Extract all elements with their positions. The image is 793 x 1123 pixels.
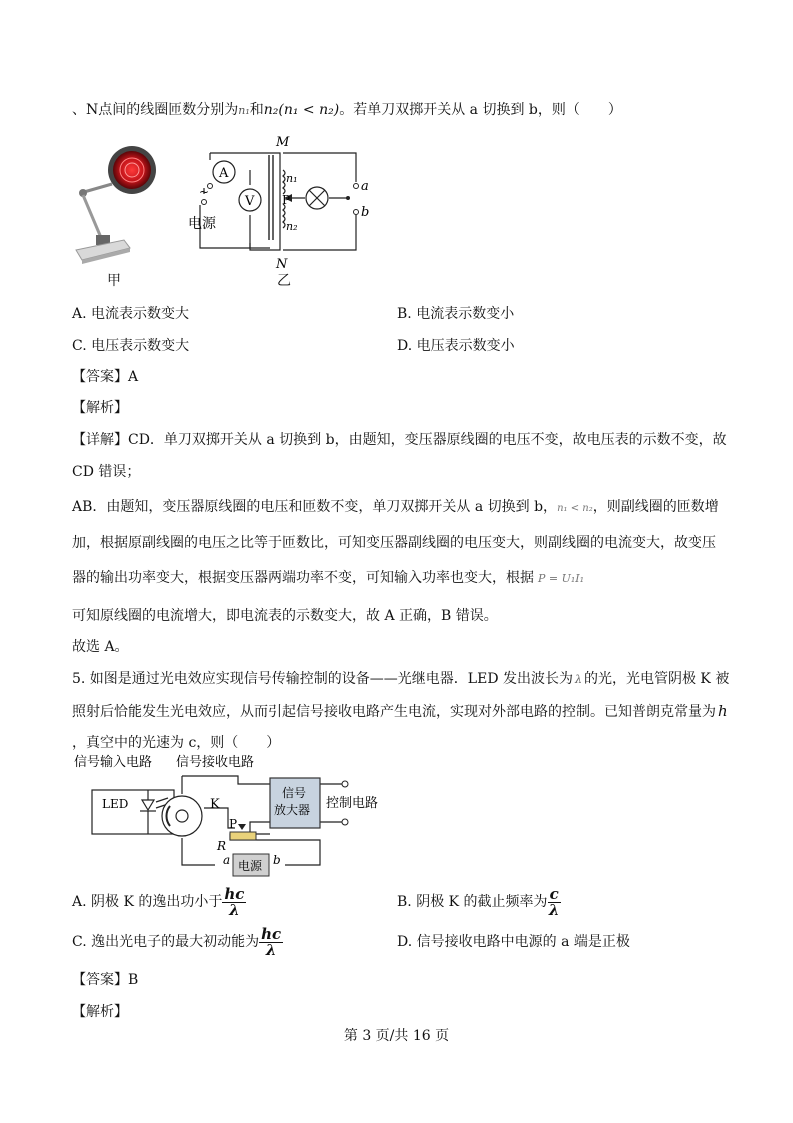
q5-lambda-symbol: λ — [575, 673, 582, 686]
q4-detail-line-1: 【详解】CD．单刀双掷开关从 a 切换到 b，由题知，变压器原线圈的电压不变，故电压表的示数不变，故 — [72, 432, 727, 448]
q4-detail-line-3 — [72, 497, 719, 519]
q5-answer: 【答案】B — [72, 972, 139, 988]
q4-inequality: n₁ < n₂ — [557, 503, 593, 514]
q4-detail-line-5 — [72, 568, 584, 589]
ammeter-label: A — [219, 166, 229, 181]
q5-option-a[interactable] — [72, 885, 246, 919]
q4-detail-line-4: 加，根据原副线圈的电压之比等于匝数比，可知变压器副线圈的电压变大，则副线圈的电流变大，故变压 — [72, 535, 716, 551]
q4-stem-part-b: 和 — [249, 102, 264, 118]
q5-option-c-text: C. 逸出光电子的最大初动能为 — [72, 934, 260, 950]
led-label: LED — [102, 797, 129, 811]
secondary-coil-upper — [283, 170, 285, 194]
receive-circuit-label: 信号接收电路 — [176, 755, 255, 770]
q4-stem — [72, 100, 622, 121]
q5-option-a-text: A. 阴极 K 的逸出功小于 — [72, 894, 223, 910]
point-N-label: N — [276, 257, 288, 272]
power-source-label-q5: 电源 — [238, 859, 263, 873]
cathode-K-label: K — [210, 797, 220, 812]
input-circuit-label: 信号输入电路 — [74, 755, 153, 770]
switch-b-label: b — [361, 205, 370, 220]
point-P-label: P — [282, 193, 291, 207]
q4-answer: 【答案】A — [72, 369, 139, 385]
source-b-label: b — [273, 853, 281, 867]
lamp-figure — [70, 140, 170, 290]
q4-detail-3b: ，则副线圈的匝数增 — [592, 499, 719, 515]
switch-terminal-a — [354, 184, 359, 189]
q4-stem-part-c: 。若单刀双掷开关从 a 切换到 b，则（ ） — [339, 102, 622, 118]
q4-stem-part-a: 、N点间的线圈匝数分别为 — [72, 102, 239, 118]
lamp-head — [108, 146, 156, 194]
q5-stem-line-3: ，真空中的光速为 c，则（ ） — [72, 735, 281, 751]
coil-n1-label: n₁ — [286, 172, 298, 185]
source-a-label: a — [223, 853, 231, 867]
q4-n2-expression: n₂(n₁ < n₂) — [263, 102, 340, 118]
q4-conclusion: 故选 A。 — [72, 639, 129, 655]
lamp-lower-arm — [83, 195, 102, 240]
switch-terminal-b — [354, 210, 359, 215]
circuit-caption: 乙 — [277, 273, 291, 289]
lamp-caption: 甲 — [107, 273, 121, 289]
secondary-coil-lower — [283, 204, 285, 228]
coil-n2-label: n₂ — [286, 220, 298, 233]
q5-line1a: 5. 如图是通过光电效应实现信号传输控制的设备——光继电器．LED 发出波长为 — [72, 671, 573, 687]
rheostat-R-label: R — [217, 839, 227, 853]
phototube — [162, 796, 202, 836]
q4-option-a[interactable]: A. 电流表示数变大 — [72, 306, 190, 322]
q5-option-b-fraction: $\frac{c}{\lambda}$ — [548, 884, 560, 919]
source-terminal-bottom — [202, 200, 207, 205]
q5-line1b: 的光，光电管阴极 K 被 — [583, 671, 730, 687]
q4-option-c[interactable]: C. 电压表示数变大 — [72, 338, 190, 354]
rheostat-slider — [238, 824, 246, 830]
q5-option-c-fraction: $\frac{hc}{\lambda}$ — [261, 924, 282, 959]
slider-P-label: P — [229, 817, 238, 831]
q4-detail-line-6: 可知原线圈的电流增大，即电流表的示数变大，故 A 正确，B 错误。 — [72, 608, 498, 624]
q4-option-b[interactable]: B. 电流表示数变小 — [397, 306, 515, 322]
control-terminal-top — [342, 781, 348, 787]
transformer-circuit — [180, 130, 380, 290]
q5-option-d[interactable]: D. 信号接收电路中电源的 a 端是正极 — [397, 934, 630, 950]
q5-analysis-heading: 【解析】 — [72, 1004, 128, 1020]
switch-pivot — [346, 196, 350, 200]
q4-detail-3a: AB．由题知，变压器原线圈的电压和匝数不变，单刀双掷开关从 a 切换到 b， — [72, 499, 558, 515]
switch-a-label: a — [361, 179, 369, 194]
lamp-upper-arm — [84, 184, 112, 192]
q5-stem-line-1 — [72, 669, 729, 690]
q5-option-c[interactable] — [72, 925, 283, 959]
q5-line2: 照射后恰能发生光电效应，从而引起信号接收电路产生电流，实现对外部电路的控制。已知普朗克常量为 — [72, 704, 716, 720]
control-terminal-bottom — [342, 819, 348, 825]
q4-option-d[interactable]: D. 电压表示数变小 — [397, 338, 515, 354]
amplifier-label-2: 放大器 — [274, 803, 311, 817]
control-circuit-label: 控制电路 — [326, 796, 379, 811]
q5-h-symbol: h — [718, 702, 728, 720]
photo-relay-figure — [70, 750, 390, 880]
q4-power-formula: P = U₁I₁ — [538, 572, 585, 585]
rheostat-R — [230, 832, 256, 840]
q4-detail-line-2: CD 错误； — [72, 464, 141, 480]
q4-detail-5: 器的输出功率变大，根据变压器两端功率不变，可知输入功率也变大，根据 — [72, 570, 534, 586]
power-source-label: 电源 — [188, 216, 216, 232]
q4-analysis-heading: 【解析】 — [72, 400, 128, 416]
point-M-label: M — [276, 135, 290, 150]
q5-option-b[interactable] — [397, 885, 561, 919]
q4-n1-symbol: n₁ — [238, 104, 250, 117]
amplifier-label-1: 信号 — [282, 786, 307, 800]
q5-stem-line-2 — [72, 701, 728, 722]
q5-option-b-text: B. 阴极 K 的截止频率为 — [397, 894, 548, 910]
voltmeter-label: V — [245, 194, 255, 209]
q5-option-a-fraction: $\frac{hc}{\lambda}$ — [224, 884, 245, 919]
page-footer: 第 3 页/共 16 页 — [343, 1028, 450, 1044]
ac-symbol: ~ — [199, 185, 210, 199]
